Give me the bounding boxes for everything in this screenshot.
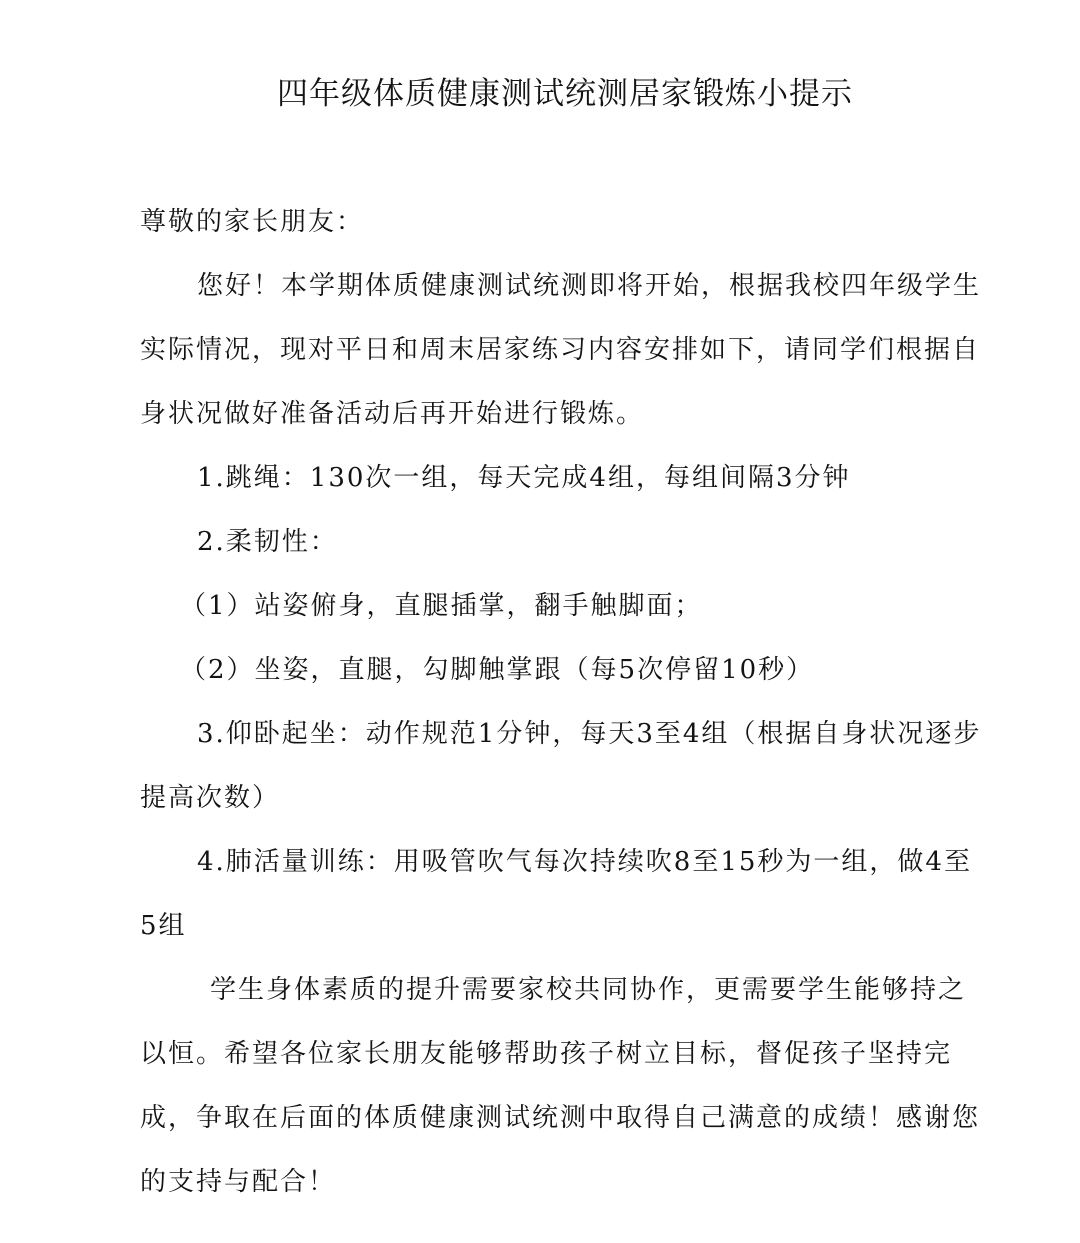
item-flexibility: 2.柔韧性： [197, 527, 338, 557]
salutation: 尊敬的家长朋友： [140, 207, 365, 237]
item-jump-rope: 1.跳绳：130次一组，每天完成4组，每组间隔3分钟 [197, 463, 851, 493]
document-body [140, 190, 990, 1214]
item-lung-capacity: 4.肺活量训练：用吸管吹气每次持续吹8至15秒为一组，做4至5组 [140, 847, 972, 941]
item-flexibility-sub1: （1）站姿俯身，直腿插掌，翻手触脚面； [180, 591, 703, 621]
intro-paragraph: 您好！本学期体质健康测试统测即将开始，根据我校四年级学生实际情况，现对平日和周末居家练习内容安排如下，请同学们根据自身状况做好准备活动后再开始进行锻炼。 [140, 271, 982, 429]
item-flexibility-sub2: （2）坐姿，直腿，勾脚触掌跟（每5次停留10秒） [180, 655, 815, 685]
document-title: 四年级体质健康测试统测居家锻炼小提示 [277, 76, 853, 112]
closing-paragraph: 学生身体素质的提升需要家校共同协作，更需要学生能够持之以恒。希望各位家长朋友能够帮助孩子树立目标，督促孩子坚持完成，争取在后面的体质健康测试统测中取得自己满意的成绩！感谢您的支持与配合！ [140, 975, 981, 1197]
item-sit-ups: 3.仰卧起坐：动作规范1分钟，每天3至4组（根据自身状况逐步提高次数） [140, 719, 982, 813]
